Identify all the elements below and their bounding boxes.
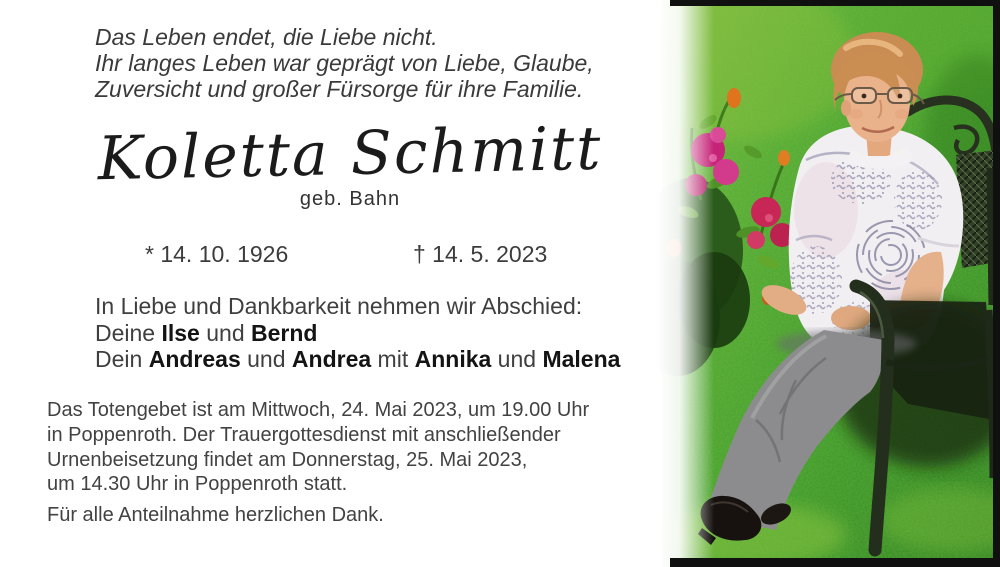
maiden-name: geb. Bahn xyxy=(299,188,401,210)
farewell xyxy=(95,293,620,373)
announcement-line-4: um 14.30 Uhr in Poppenroth statt. xyxy=(47,473,348,496)
birth-date: * 14. 10. 1926 xyxy=(145,241,289,267)
life-dates xyxy=(0,241,660,271)
portrait-photo-art xyxy=(656,0,1000,567)
verse xyxy=(95,24,594,102)
farewell-family-line-2: Dein Andreas und Andrea mit Annika und Malena xyxy=(95,346,621,372)
farewell-family-line-1: Deine Ilse und Bernd xyxy=(95,319,318,346)
service-announcement xyxy=(47,398,589,497)
verse-line-1: Das Leben endet, die Liebe nicht. xyxy=(95,24,438,50)
verse-line-3: Zuversicht und großer Fürsorge für ihre Familie. xyxy=(95,76,584,102)
portrait-photo xyxy=(656,0,1000,567)
name-block xyxy=(30,113,670,211)
thanks-line: Für alle Anteilnahme herzlichen Dank. xyxy=(47,504,384,526)
deceased-name: Koletta Schmitt xyxy=(96,113,604,195)
announcement-line-1: Das Totengebet ist am Mittwoch, 24. Mai 2023, um 19.00 Uhr xyxy=(47,399,590,421)
farewell-intro: In Liebe und Dankbarkeit nehmen wir Abschied: xyxy=(95,293,583,319)
announcement-line-3: Urnenbeisetzung findet am Donnerstag, 25. Mai 2023, xyxy=(47,448,528,471)
verse-line-2: Ihr langes Leben war geprägt von Liebe, Glaube, xyxy=(95,50,594,76)
announcement-line-2: in Poppenroth. Der Trauergottesdienst mit anschließender xyxy=(47,423,561,446)
death-date: † 14. 5. 2023 xyxy=(413,241,548,267)
